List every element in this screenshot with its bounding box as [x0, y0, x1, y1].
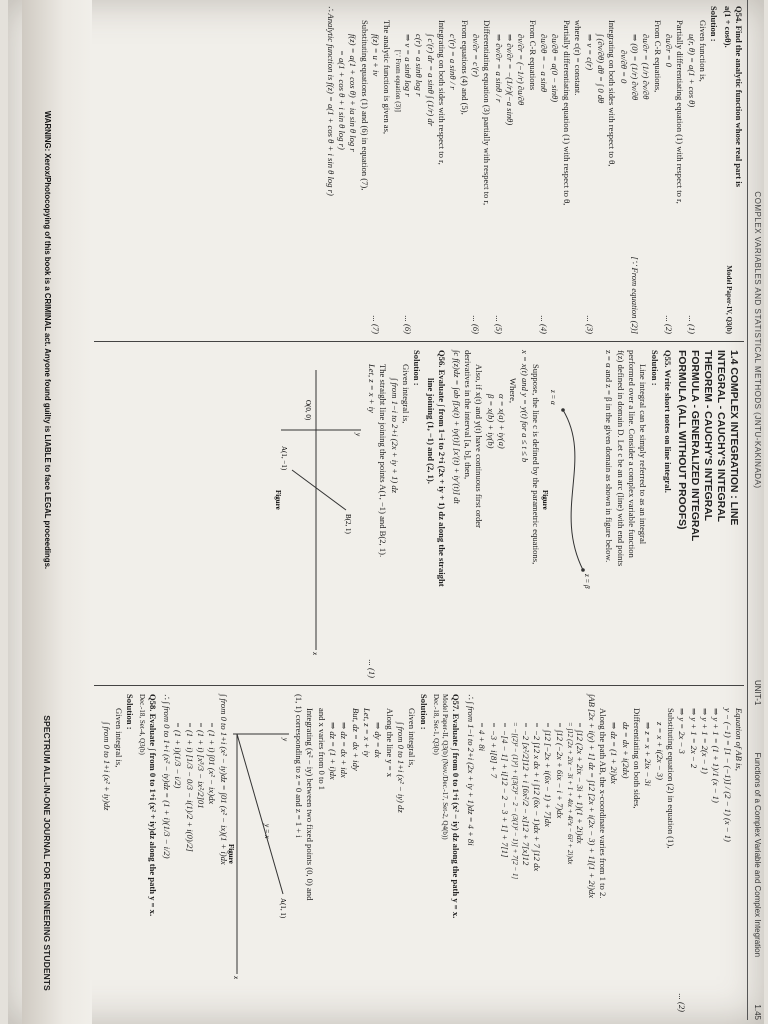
- equation-line: = −2 ∫12 x dx + i ∫12 (6x − 1)dx + 7 ∫12 dx: [531, 722, 542, 872]
- arc-start-point: [561, 408, 565, 412]
- question-56-cont: line joining (1, −1) and (2, 1).: [425, 378, 436, 484]
- equation-line: ∫AB [2x + i(y) + 1] dz = ∫12 [2x + i(2x − 3) + 1](1 + 2i)dx: [586, 694, 597, 899]
- equation-line: ⇒ dz = (1 + 2i)dx: [609, 722, 620, 784]
- point-a-label: A(1, 1): [278, 898, 287, 919]
- text-line: The analytic function is given as,: [382, 20, 393, 135]
- equation-line: c(r) = a sinθ log r: [414, 34, 425, 97]
- journal-footer: SPECTRUM ALL-IN-ONE JOURNAL FOR ENGINEERING STUDENTS: [42, 715, 52, 991]
- equation-line: = a(1 + cos θ + i sin θ log r): [337, 50, 348, 150]
- arc-end-point: [581, 568, 585, 572]
- solution-label: Solution :: [649, 350, 660, 386]
- equation-line: ∂v/∂r = c′(r) ... (6): [471, 34, 482, 334]
- text-line: Substituting equation (2) in equation (1),: [665, 708, 676, 849]
- equation-line: = ∫12 (2x + 2ix − 3i + 1)(1 + 2i)dx: [575, 722, 586, 844]
- equation-line: Let, z = x + iy ... (1): [367, 364, 378, 678]
- equation-line: f(z) = a(1 + cos θ) + ia sin θ log r: [348, 34, 359, 152]
- equation-line: ⇒ ∂v/∂r = −(1/r)(−a sinθ): [505, 34, 516, 126]
- equation-line: ∂v/∂r = (−1/r) ∂u/∂θ: [516, 34, 527, 106]
- text-line: (1, 1) corresponding to z = 0 and z = 1 + i: [294, 694, 305, 838]
- equation-line: = −[4 − 1] + i[12 − 2 − 3 + 1] + 7[1]: [500, 722, 510, 858]
- question-56: Q56. Evaluate ∫ from 1−i to 2+i (2x + iy + 1) dz along the straight: [437, 350, 448, 587]
- x-axis-label: x: [310, 652, 319, 656]
- text-line: Substituting equations (1) and (6) in equation (7),: [359, 20, 370, 191]
- arc-curve: [563, 410, 583, 570]
- y-axis-label: y: [280, 738, 289, 742]
- unit-title: Functions of a Complex Variable and Complex Integration: [753, 752, 762, 958]
- equation-line: ⇒ v = a sinθ log r ... (6): [403, 34, 414, 334]
- line-y-equals-x: [237, 734, 283, 894]
- equation-line: c′(r) = a sinθ / r: [448, 34, 459, 90]
- figure-caption: Figure: [226, 844, 235, 864]
- equation-line: ⇒ y + 1 = 2x − 2: [688, 708, 699, 769]
- q54-source: Model Paper-IV, Q3(b): [724, 265, 733, 334]
- x-axis-label: x: [231, 976, 240, 980]
- running-header-top: COMPLEX VARIABLES AND STATISTICAL METHODS (JNTU-KAKINADA): [747, 0, 762, 680]
- text-line: z = α and z = β in the given domain as shown in figure below.: [604, 350, 615, 563]
- equation-line: = ∫12 [−2x + i(6x − 1) + 7]dx: [543, 722, 554, 827]
- equation-line: α = x(a) + iy(a): [496, 394, 507, 449]
- equation-line: f(z) = u + iv ... (7): [371, 34, 382, 334]
- arc-figure: [541, 350, 603, 670]
- equation-line: z = x + i(2x − 3): [654, 722, 665, 780]
- text-line: Suppose, the line c is defined by the parametric equations,: [530, 364, 541, 565]
- equation-line: ∫ (∂v/∂θ) dθ = ∫ 0 dθ: [595, 34, 606, 104]
- equation-line: ∂u/∂θ = − a sinθ ... (4): [539, 34, 550, 334]
- equation-line: = −[(2)² − (1)²] + i[3(2)² − 2 − (3(1)² − 1)] + 7[2 − 1]: [511, 722, 520, 880]
- arc-start-label: z = α: [548, 390, 557, 405]
- equation-line: = (1 + i)(1/3 − i/2): [173, 722, 184, 789]
- text-line: where c(r) = constant.: [573, 20, 584, 96]
- text-line: Integrating on both sides with respect to θ,: [607, 20, 618, 167]
- equation-line: ⇒ v = c(r) ... (3): [584, 34, 595, 334]
- column-1: [8, 0, 764, 340]
- text-line: Line integral can be simply referred to as an integral: [638, 364, 649, 545]
- q57-source-2: Dec.-18, Set-1, Q3(b): [432, 694, 441, 755]
- scanned-paper: [8, 0, 764, 1024]
- equation-line: ⇒ ∂v/∂r = a sinθ / r ... (5): [493, 34, 504, 334]
- text-line: Given integral is,: [401, 364, 412, 424]
- solution-label: Solution :: [709, 6, 720, 42]
- segment-ab: [292, 470, 346, 510]
- equation-line: y − (−1) = [1 − (−1)] / (2 − 1) (x − 1): [722, 708, 733, 842]
- equation-line: ⇒ y + 1 = (1 + 1)/1 (x − 1): [711, 708, 722, 803]
- equation-line: Let, z = x + iy: [362, 708, 373, 757]
- equation-line: = −2 [x²/2]12 + i [6x²/2 − x]12 + 7[x]12: [520, 722, 531, 866]
- question-55: Q55. Write short notes on line integral.: [663, 350, 673, 493]
- equation-line: ∂u/∂r = 0 ... (2): [663, 34, 674, 334]
- text-line: From C-R equations,: [652, 20, 663, 93]
- q58-source: Dec.-18, Set-4, Q3(b): [138, 694, 147, 755]
- equation-line: ⇒ dz = (1 + i)dx: [328, 722, 339, 780]
- equation-line: Equation of AB is,: [734, 708, 744, 771]
- equation-line: = (1 + i) ∫01 (x² − ix)dx: [207, 722, 218, 805]
- text-line: Also, if x(t) and y(t) have continuous first order: [474, 364, 485, 528]
- column-2: [8, 344, 764, 684]
- question-58: Q58. Evaluate ∫ from 0 to 1+i (x² + iy)dz along the path y = x.: [147, 694, 158, 917]
- text-line: Along the path AB, the x-coordinate varies from 1 to 2.: [597, 708, 608, 899]
- final-answer: ∴ ∫ from 0 to 1+i (x² − iy)dz = (1 + i)(1/3 − i/2): [161, 694, 172, 859]
- q57-source: Model Paper-II, Q3(b) (Nov./Dec.-17, Set-2, Q4(b)): [441, 694, 450, 840]
- equation-line: = 4 + 8i: [477, 722, 488, 752]
- equation-line: ∫ from 0 to 1+i (x² − iy)dz = ∫01 (x² − ix)(1 + i)dx: [218, 694, 229, 865]
- equation-line: ⇒ dz = dx + idx: [339, 722, 350, 778]
- equation-line: ⇒ z = x + 2ix − 3i: [643, 722, 654, 786]
- text-line: Integrating (x² − iy) between two fixed points (0, 0) and: [305, 708, 316, 901]
- equation-line: u(r, θ) = a(1 + cos θ) ... (1): [686, 34, 697, 334]
- equation-line: β = x(b) + iy(b): [485, 394, 496, 449]
- equation-ref: [∵ From equation (3)]: [393, 50, 402, 112]
- equation-line: ⇒ (0) = (1/r) ∂v/∂θ [∵ From equation (2)]: [629, 34, 640, 334]
- text-line: and x varies from 0 to 1: [316, 708, 327, 791]
- text-line: Given integral is,: [407, 708, 418, 768]
- equation-line: x = x(t) and y = y(t) for a ≤ t ≤ b: [519, 350, 530, 463]
- equation-line: ⇒ y = 2x − 3 ... (2): [677, 708, 688, 1012]
- final-answer: ∴ ∫ from 1−i to 2+i (2x + iy + 1)dz = 4 + 8i: [465, 694, 476, 846]
- y-equals-x-figure: [226, 694, 293, 994]
- solution-label: Solution :: [412, 350, 423, 386]
- question-54-cont: a(1 + cosθ). Model Paper-IV, Q3(b): [722, 6, 733, 334]
- text-line: Given integral is,: [113, 708, 124, 768]
- equation-line: ∂u/∂r = (1/r) ∂v/∂θ: [641, 34, 652, 100]
- text-line: From equations (4) and (5),: [459, 20, 470, 115]
- equation-line: ∫c f(z)dz = ∫ab f[x(t) + iy(t)] [x′(t) + iy′(t)] dt: [451, 350, 462, 504]
- equation-line: dz = dx + i(2dx): [620, 722, 631, 779]
- equation-line: = −3 + i[8] + 7: [488, 722, 499, 778]
- equation-line: = (1 + i) [x³/3 − ix²/2]01: [196, 722, 206, 809]
- text-line: Where,: [508, 378, 519, 404]
- text-line: derivatives in the interval [a, b], then,: [462, 350, 473, 480]
- text-line: The straight line joining the points A(1, −1) and B(2, 1).: [378, 364, 389, 558]
- equation-line: ∫ from 0 to 1+i (x² + iy)dz: [102, 722, 113, 811]
- equation-line: ⇒ dy = dx: [373, 722, 384, 758]
- equation-line: ∫ from 1−i to 2+i (2x + iy + 1) dz: [389, 378, 400, 493]
- figure-caption: Figure: [540, 490, 549, 510]
- solution-label: Solution :: [125, 694, 136, 730]
- text-line: Partially differentiating equation (1) with respect to r,: [675, 20, 686, 204]
- equation-line: ∫ from 0 to 1+i (x² − iy) dz: [396, 722, 407, 813]
- text-line: Along the line y = x: [384, 708, 395, 778]
- arc-end-label: z = β: [582, 574, 591, 589]
- text-line: From C-R equations: [527, 20, 538, 91]
- section-title: 1.4 COMPLEX INTEGRATION : LINE INTEGRAL - CAUCHY'S INTEGRAL THEOREM - CAUCHY'S INTEGRAL FORMULA - GENERALIZED INTEGRAL FORMULA (ALL WITHOUT PROOFS): [676, 350, 739, 542]
- text-line: Given function is,: [697, 20, 708, 82]
- line-label: y = x: [262, 824, 271, 839]
- equation-line: ∂v/∂θ = 0: [618, 50, 629, 84]
- column-rule-1: [94, 341, 744, 342]
- equation-line: ⇒ y + 1 = 2(x − 1): [699, 708, 710, 774]
- rotated-page: [8, 0, 764, 1024]
- question-57: Q57. Evaluate ∫ from 0 to 1+i (x² − iy) dz along the path y = x.: [450, 694, 461, 919]
- page-number: 1.45: [753, 1004, 762, 1020]
- warning-footer: WARNING: Xerox/Photocopying of this book is a CRIMINAL act. Anyone found guilty is LIABLE to face LEGAL proceedings.: [43, 110, 52, 570]
- final-answer: ∴ Analytic function is f(z) = a(1 + cos θ + i sin θ log r): [325, 6, 336, 196]
- equation-line: = ∫12 (2x + 2ix − 3i + 1 + 4ix + 4i²x − 6i² + 2i)dx: [565, 722, 574, 865]
- text-line: Integrating on both sides with respect to r,: [437, 20, 448, 165]
- text-line: Partially differentiating equation (1) with respect to θ,: [561, 20, 572, 206]
- text-line: Differentiating equation (3) partially with respect to r,: [482, 20, 493, 206]
- equation-line: = (1 + i) [1/3 − 0/3 − i(1)/2 + i(0)/2]: [184, 722, 195, 852]
- question-54: Q54. Find the analytic function whose real part is: [734, 6, 744, 188]
- equation-line: ∂u/∂θ = a(0 − sinθ): [550, 34, 561, 103]
- equation-line: But, dz = dx + idy: [350, 708, 361, 771]
- origin-label: O(0, 0): [303, 400, 312, 421]
- y-axis-label: y: [353, 433, 362, 437]
- equation-line: = ∫12 (−2x + 6ix − i + 7)dx: [554, 722, 565, 819]
- equation-line: ∫ c′(r) dr = a sinθ ∫ (1/r) dr: [425, 34, 436, 127]
- line-ab-figure: [273, 350, 366, 670]
- column-rule-2: [94, 685, 744, 686]
- unit-label: UNIT-1: [753, 680, 762, 706]
- solution-label: Solution :: [418, 694, 429, 730]
- point-b-label: B(2, 1): [343, 514, 352, 534]
- text-line: Differentiating on both sides,: [631, 708, 642, 809]
- point-a-label: A(1, −1): [279, 446, 288, 471]
- text-line: f(z) defined in domain D. Let c be an arc (line) with end points: [615, 350, 626, 567]
- figure-caption: Figure: [273, 490, 282, 510]
- text-line: performed over a line. Consider a complex variable function: [626, 350, 637, 558]
- column-3: [8, 688, 764, 1018]
